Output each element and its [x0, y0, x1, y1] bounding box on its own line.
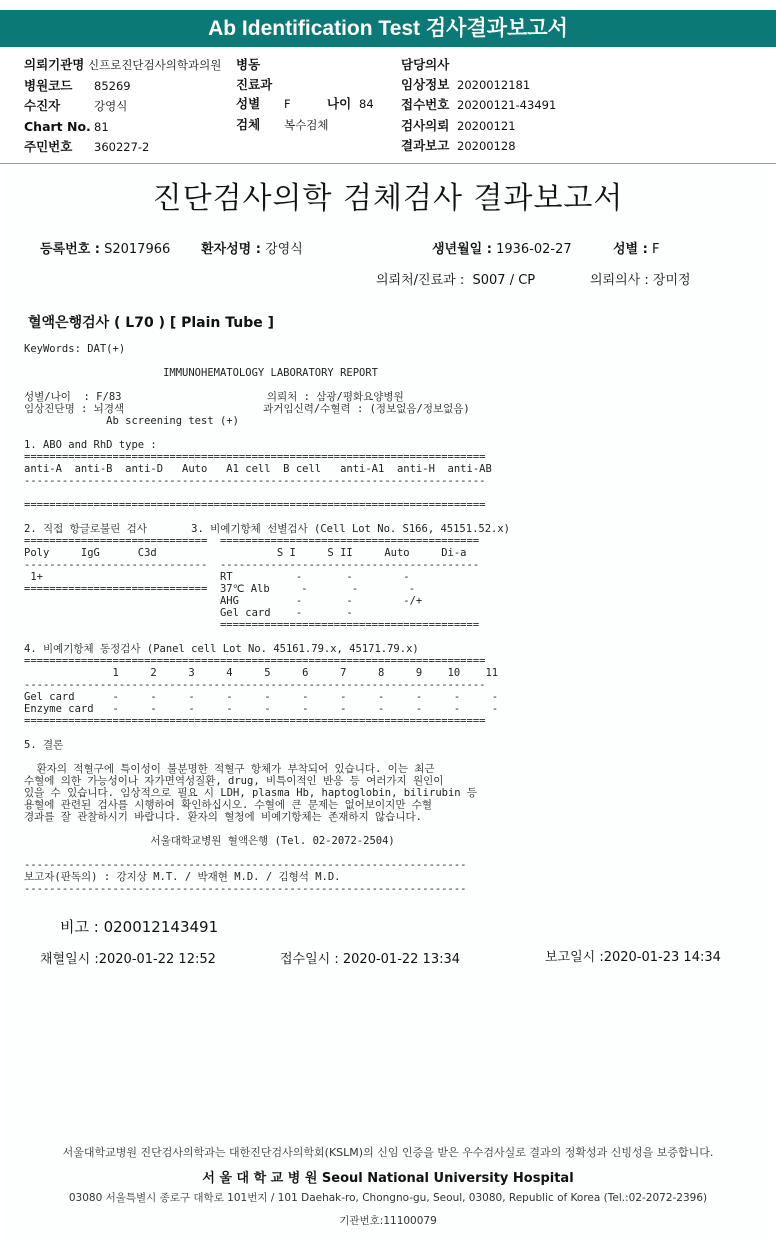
resident-no-value: 360227-2: [94, 140, 150, 154]
report-line: [24, 847, 510, 859]
remarks-value: 020012143491: [103, 918, 219, 936]
report-line: ----------------------------------------------------------------------: [24, 883, 467, 895]
report-line: AHG - - -/+: [24, 595, 423, 607]
referral-doctor-value: 장미정: [652, 273, 691, 288]
report-line: IMMUNOHEMATOLOGY LABORATORY REPORT: [24, 367, 379, 379]
report-line: 용혈에 관련된 검사를 시행하여 확인하십시오. 수혈에 큰 문제는 없어보이지만 수혈: [24, 799, 433, 811]
report-sex-label: 성별 :: [613, 242, 648, 257]
patient-name-value: 강영식: [265, 242, 303, 257]
report-line: 2. 직접 항글로불린 검사 3. 비예기항체 선별검사 (Cell Lot No. S166, 45151.52.x): [24, 523, 511, 535]
report-line: [24, 487, 510, 499]
remarks: [60, 916, 218, 937]
reg-no-value: S2017966: [104, 242, 171, 257]
report-line: [24, 727, 510, 739]
report-line: [24, 631, 510, 643]
birth-date: [432, 238, 572, 257]
hospital-address: 03080 서울특별시 종로구 대학로 101번지 / 101 Daehak-ro, Chongno-gu, Seoul, 03080, Republic of Korea (Tel.:02-2072-2396): [68, 1192, 708, 1204]
report-line: Gel card - -: [24, 607, 353, 619]
age-value: 84: [359, 97, 374, 111]
collection-time: 채혈일시 :2020-01-22 12:52: [40, 952, 216, 967]
report-line: =========================================================================: [24, 655, 486, 667]
sex-value: F: [284, 97, 291, 111]
receipt-no-value: 20200121-43491: [457, 98, 557, 112]
report-line: Ab screening test (+): [24, 415, 239, 427]
report-line: [24, 511, 510, 523]
test-request-label: 검사의뢰: [401, 117, 450, 133]
chart-no-value: 81: [94, 119, 109, 134]
report-line: [24, 823, 510, 835]
reg-no-label: 등록번호 :: [40, 242, 100, 257]
report-main-title: 진단검사의학 검체검사 결과보고서: [152, 181, 624, 216]
remarks-label: 비고 :: [60, 918, 99, 936]
test-request-value: 20200121: [457, 118, 516, 133]
report-line: Gel card - - - - - - - - - - -: [24, 691, 499, 703]
report-line: 임상진단명 : 뇌경색 과거임신력/수혈력 : (정보없음/정보없음): [24, 403, 470, 415]
physician-label: 담당의사: [401, 57, 450, 72]
lab-report-body: [24, 343, 510, 895]
referral-dept: [376, 269, 535, 288]
patient-value: 강영식: [94, 99, 128, 113]
report-line: ============================= =========================================: [24, 535, 480, 547]
hospital-code-value: 85269: [94, 78, 131, 93]
header-divider: [0, 163, 776, 164]
report-line: 1 2 3 4 5 6 7 8 9 10 11: [24, 667, 499, 679]
report-line: Poly IgG C3d S I S II Auto Di-a: [24, 547, 467, 559]
report-line: -------------------------------------------------------------------------: [24, 475, 486, 487]
report-line: ----------------------------------------------------------------------: [24, 859, 467, 871]
chart-no-label: Chart No.: [24, 118, 91, 134]
referral-dept-value: S007 / CP: [472, 273, 536, 288]
report-title-bar: Ab Identification Test 검사결과보고서: [0, 10, 776, 47]
report-line: 1. ABO and RhD type :: [24, 439, 157, 451]
certification-statement: 서울대학교병원 진단검사의학과는 대한진단검사의학회(KSLM)의 신임 인증을 받은 우수검사실로 결과의 정확성과 신빙성을 보증합니다.: [62, 1146, 714, 1159]
report-line: =========================================================================: [24, 715, 486, 727]
report-line: ----------------------------- -----------------------------------------: [24, 559, 480, 571]
hospital-code-label: 병원코드: [24, 77, 73, 93]
report-line: anti-A anti-B anti-D Auto A1 cell B cell anti-A1 anti-H anti-AB: [24, 463, 492, 475]
report-line: =========================================================================: [24, 499, 486, 511]
clinical-info-value: 2020012181: [457, 77, 531, 92]
referral-dept-label: 의뢰처/진료과 :: [376, 273, 465, 288]
header-col3: [401, 55, 556, 157]
report-line: -------------------------------------------------------------------------: [24, 679, 486, 691]
report-line: 수혈에 의한 가능성이나 자가면역성질환, drug, 비특이적인 반응 등 여러가지 원인이: [24, 775, 444, 787]
report-line: [24, 379, 510, 391]
department-label: 진료과: [236, 76, 273, 92]
report-line: 5. 결론: [24, 739, 64, 751]
patient-name: [201, 238, 303, 257]
patient-label: 수진자: [24, 98, 61, 113]
hospital-name-value: 신프로진단검사의학과의원: [88, 58, 222, 72]
report-line: 환자의 적혈구에 특이성이 불분명한 적혈구 항체가 부착되어 있습니다. 이는 최근: [24, 763, 435, 775]
report-line: 성별/나이 : F/83 의뢰처 : 삼광/평화요양병원: [24, 391, 404, 403]
birth-date-label: 생년월일 :: [432, 242, 492, 257]
referral-doctor: [590, 269, 691, 288]
hospital-name-footer: 서 울 대 학 교 병 원 Seoul National University Hospital: [202, 1171, 574, 1186]
report-line: ============================= 37℃ Alb - - -: [24, 583, 416, 595]
report-line: 서울대학교병원 혈액은행 (Tel. 02-2072-2504): [24, 835, 395, 847]
header-col1: [24, 55, 221, 158]
report-line: Enzyme card - - - - - - - - - - -: [24, 703, 499, 715]
report-line: 1+ RT - - -: [24, 571, 410, 583]
age-label: 나이: [327, 96, 352, 111]
report-time: 보고일시 :2020-01-23 14:34: [545, 950, 721, 965]
report-line: KeyWords: DAT(+): [24, 343, 126, 355]
report-line: [24, 355, 510, 367]
report-line: [24, 751, 510, 763]
specimen-value: 복수검체: [284, 117, 329, 132]
institution-number: 기관번호:11100079: [339, 1215, 437, 1227]
patient-name-label: 환자성명 :: [201, 242, 261, 257]
hospital-name-label: 의뢰기관명: [24, 57, 85, 72]
sex-label: 성별: [236, 96, 261, 111]
ward-label: 병동: [236, 57, 261, 72]
resident-no-label: 주민번호: [24, 139, 73, 154]
report-line: [24, 427, 510, 439]
report-line: 있을 수 있습니다. 임상적으로 필요 시 LDH, plasma Hb, haptoglobin, bilirubin 등: [24, 787, 478, 799]
header-col2: [236, 55, 374, 135]
birth-date-value: 1936-02-27: [496, 242, 572, 257]
result-report-label: 결과보고: [401, 138, 450, 153]
reg-no: [40, 238, 170, 257]
receipt-time: 접수일시 : 2020-01-22 13:34: [280, 952, 461, 967]
report-line: =========================================: [24, 619, 480, 631]
report-sex: [613, 238, 659, 257]
result-report-value: 20200128: [457, 139, 516, 153]
report-line: =========================================================================: [24, 451, 486, 463]
report-sex-value: F: [651, 242, 660, 257]
report-line: 경과를 잘 관찰하시기 바랍니다. 환자의 혈청에 비예기항체는 존재하지 않습니다.: [24, 811, 422, 823]
blood-bank-section-title: 혈액은행검사 ( L70 ) [ Plain Tube ]: [28, 315, 275, 331]
report-line: 보고자(판독의) : 강지상 M.T. / 박재현 M.D. / 김형석 M.D.: [24, 871, 341, 883]
clinical-info-label: 임상정보: [401, 76, 450, 92]
report-line: 4. 비예기항체 동정검사 (Panel cell Lot No. 45161.79.x, 45171.79.x): [24, 643, 419, 655]
specimen-label: 검체: [236, 116, 261, 132]
referral-doctor-label: 의뢰의사 :: [590, 273, 649, 288]
receipt-no-label: 접수번호: [401, 97, 450, 112]
